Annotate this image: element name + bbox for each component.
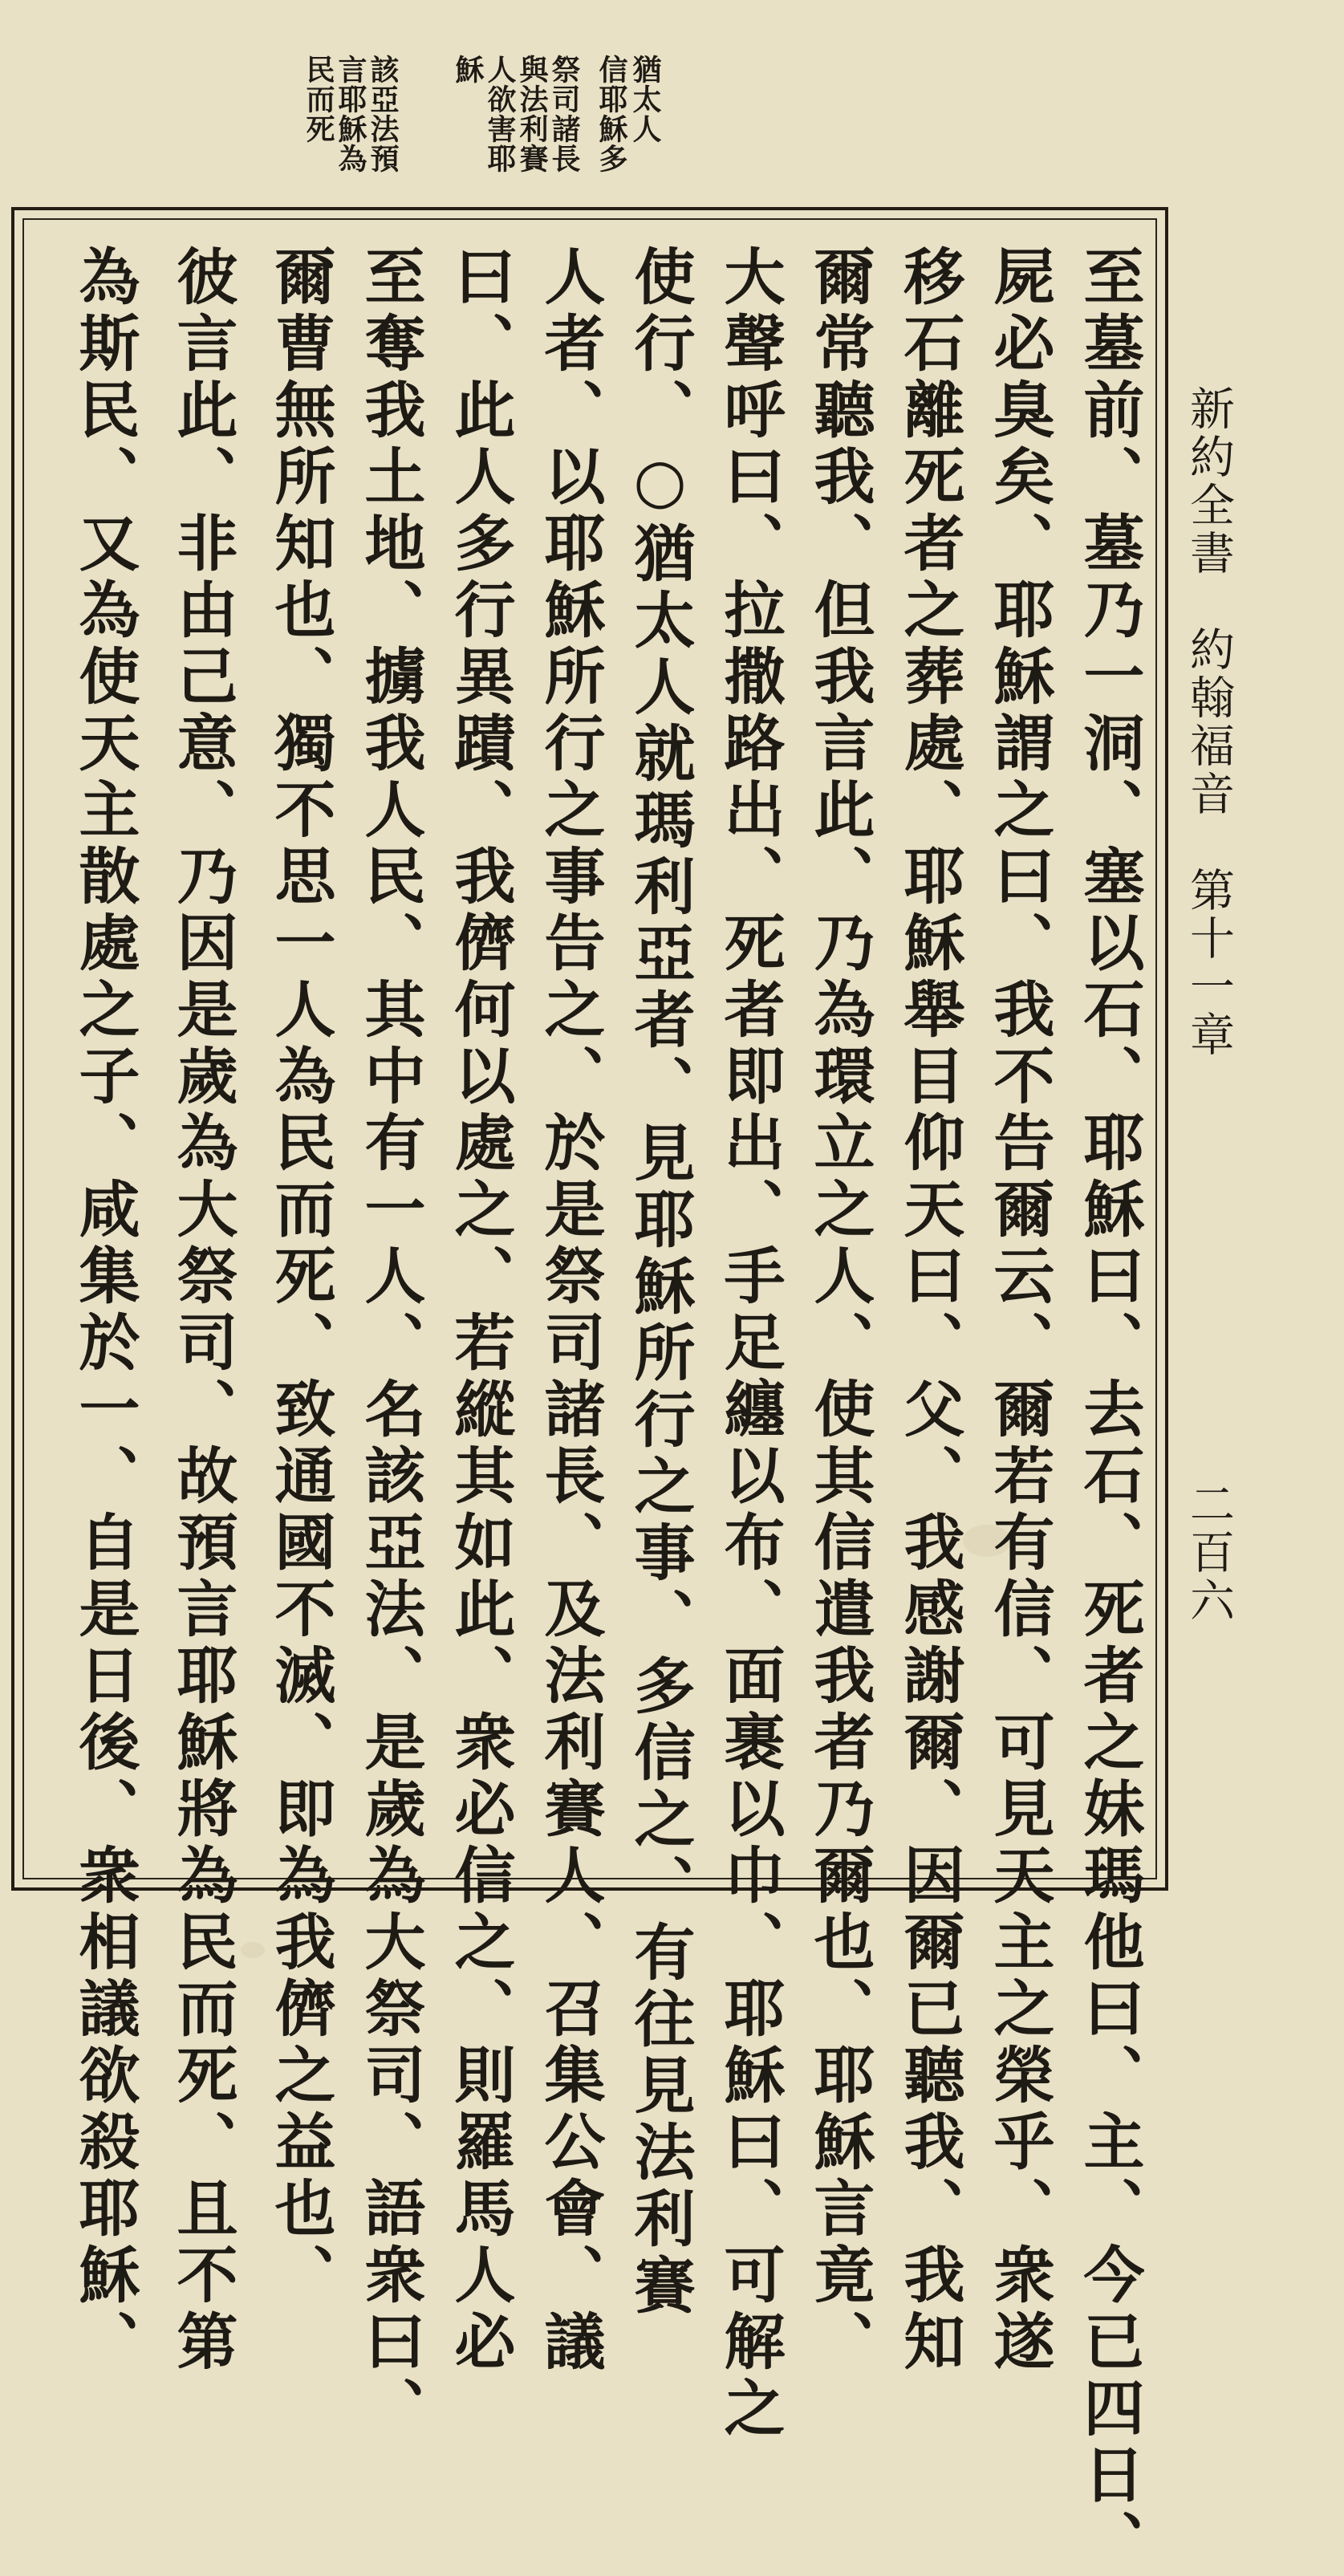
marginal-note-line: 言耶穌為 [334, 55, 367, 173]
marginal-note-line: 與法利賽 [515, 55, 549, 173]
text-column-7: 人者、以耶穌所行之事告之、於是祭司諸長、及法利賽人、召集公會、議 [534, 245, 606, 2376]
text-column-5: 大聲呼曰、拉撒路出、死者即出、手足纏以布、面裹以巾、耶穌曰、可解之 [714, 245, 786, 2443]
text-column-8: 曰、此人多行異蹟、我儕何以處之、若縱其如此、衆必信之、則羅馬人必 [445, 245, 516, 2376]
marginal-note-line: 民而死 [302, 55, 335, 144]
text-column-4: 爾常聽我、但我言此、乃為環立之人、使其信遣我者乃爾也、耶穌言竟、 [804, 245, 875, 2376]
marginal-note-line: 穌 [451, 55, 485, 84]
marginal-note-line: 該亞法預 [366, 55, 400, 173]
text-column-11: 彼言此、非由己意、乃因是歲為大祭司、故預言耶穌將為民而死、且不第 [167, 245, 238, 2376]
text-column-3: 移石離死者之葬處、耶穌舉目仰天曰、父、我感謝爾、因爾已聽我、我知 [894, 245, 965, 2376]
marginal-note-line: 祭司諸長 [547, 55, 581, 173]
text-column-10: 爾曹無所知也、獨不思一人為民而死、致通國不滅、即為我儕之益也、 [265, 245, 336, 2310]
text-column-6: 使行、○猶太人就瑪利亞者、見耶穌所行之事、多信之、有往見法利賽 [624, 245, 696, 2320]
text-column-2: 屍必臭矣、耶穌謂之曰、我不告爾云、爾若有信、可見天主之榮乎、衆遂 [984, 245, 1055, 2376]
marginal-note-line: 人欲害耶 [483, 55, 517, 173]
running-header: 新約全書 約翰福音 第十一章 [1183, 385, 1235, 1059]
marginal-note-line: 信耶穌多 [595, 55, 628, 173]
text-column-12: 為斯民、又為使天主散處之子、咸集於一、自是日後、衆相議欲殺耶穌、 [69, 245, 140, 2376]
page-number: 二百六 [1183, 1481, 1235, 1625]
text-column-1: 至墓前、墓乃一洞、塞以石、耶穌曰、去石、死者之妹瑪他曰、主、今已四日、 [1074, 245, 1145, 2576]
marginal-note-3 [293, 55, 405, 203]
marginal-note-line: 猶太人 [628, 55, 662, 144]
text-column-9: 至奪我土地、擄我人民、其中有一人、名該亞法、是歲為大祭司、語衆曰、 [355, 245, 426, 2443]
marginal-note-2 [437, 55, 586, 203]
marginal-note-1 [586, 55, 674, 203]
